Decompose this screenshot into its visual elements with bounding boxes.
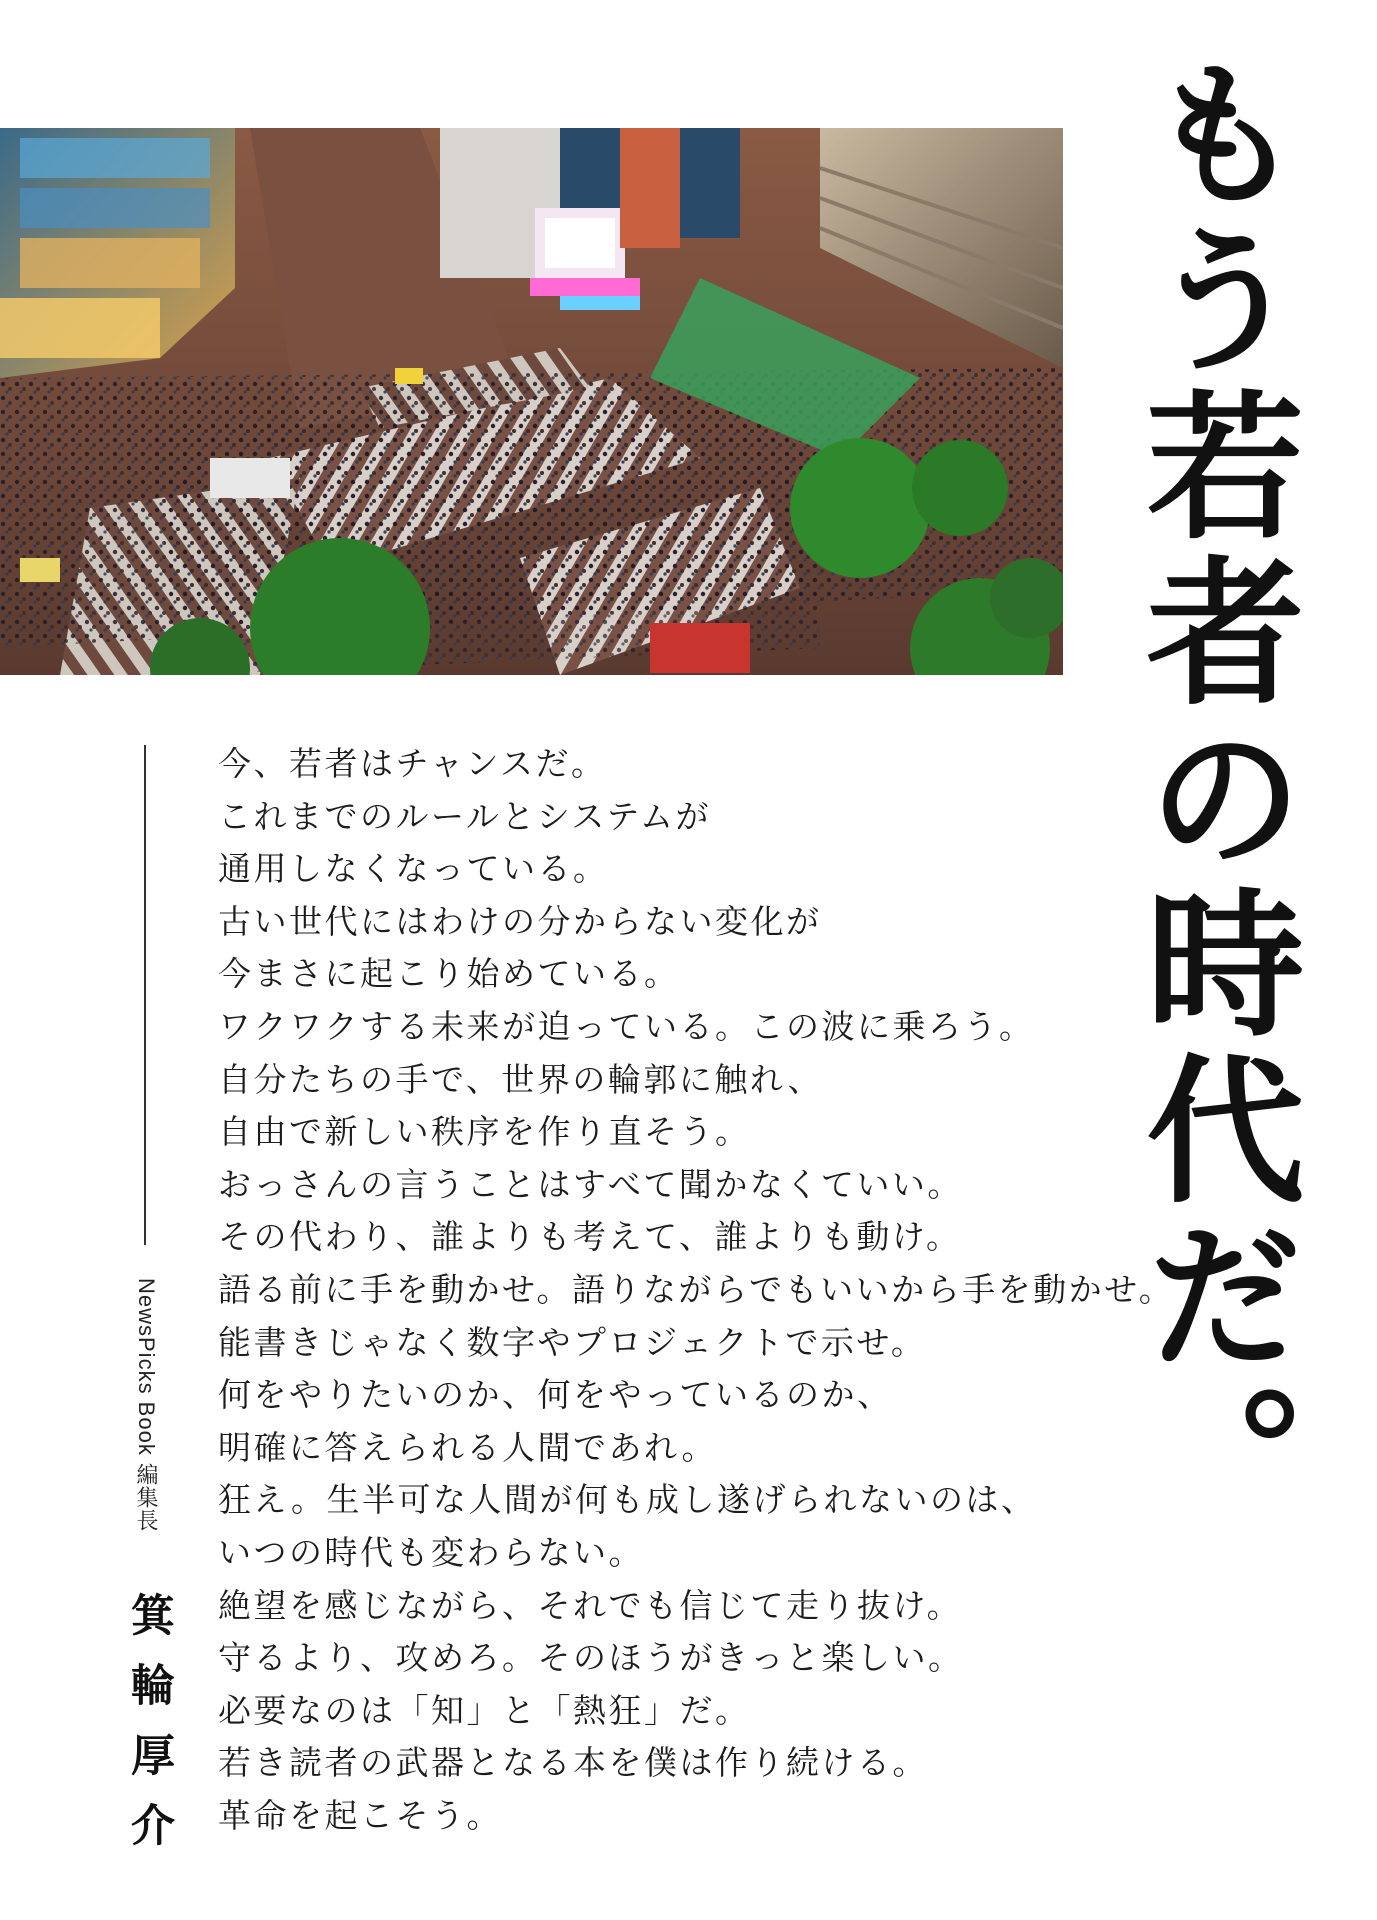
manifesto-line: 何をやりたいのか、何をやっているのか、 bbox=[218, 1375, 893, 1415]
author-name: 箕輪厚介 bbox=[123, 1592, 174, 1872]
manifesto-line: 若き読者の武器となる本を僕は作り続ける。 bbox=[218, 1743, 928, 1783]
manifesto-line: ワクワクする未来が迫っている。この波に乗ろう。 bbox=[218, 1006, 1035, 1046]
manifesto-line: いつの時代も変わらない。 bbox=[218, 1532, 644, 1572]
manifesto-line: 明確に答えられる人間であれ。 bbox=[218, 1427, 717, 1467]
crossing-illustration bbox=[0, 128, 1063, 675]
vertical-divider bbox=[144, 745, 146, 1245]
manifesto-line: 守るより、攻めろ。そのほうがきっと楽しい。 bbox=[218, 1638, 964, 1678]
manifesto-line: 自分たちの手で、世界の輪郭に触れ、 bbox=[218, 1059, 823, 1099]
manifesto-line: 絶望を感じながら、それでも信じて走り抜け。 bbox=[218, 1585, 963, 1625]
manifesto-line: 狂え。生半可な人間が何も成し遂げられないのは、 bbox=[218, 1480, 1037, 1520]
headline: もう若者の時代だ。 bbox=[1120, 52, 1304, 1546]
manifesto-line: 革命を起こそう。 bbox=[218, 1795, 502, 1835]
manifesto-line: 能書きじゃなく数字やプロジェクトで示せ。 bbox=[218, 1322, 927, 1362]
manifesto-line: 通用しなくなっている。 bbox=[218, 849, 609, 889]
manifesto-line: 自由で新しい秩序を作り直そう。 bbox=[218, 1112, 751, 1152]
manifesto-line: これまでのルールとシステムが bbox=[218, 796, 712, 836]
manifesto-text bbox=[218, 738, 1228, 1842]
author-role: NewsPicks Book 編集長 bbox=[134, 1278, 159, 1532]
manifesto-line: 古い世代にはわけの分からない変化が bbox=[218, 901, 822, 941]
manifesto-line: おっさんの言うことはすべて聞かなくていい。 bbox=[218, 1164, 963, 1204]
manifesto-line: 今、若者はチャンスだ。 bbox=[218, 744, 607, 783]
manifesto-line: 必要なのは「知」と「熱狂」だ。 bbox=[218, 1690, 751, 1730]
manifesto-line: 今まさに起こり始めている。 bbox=[218, 954, 680, 994]
manifesto-line: 語る前に手を動かせ。語りながらでもいいから手を動かせ。 bbox=[218, 1269, 1175, 1309]
manifesto-line: その代わり、誰よりも考えて、誰よりも動け。 bbox=[218, 1217, 962, 1257]
shibuya-crossing-photo bbox=[0, 128, 1063, 675]
